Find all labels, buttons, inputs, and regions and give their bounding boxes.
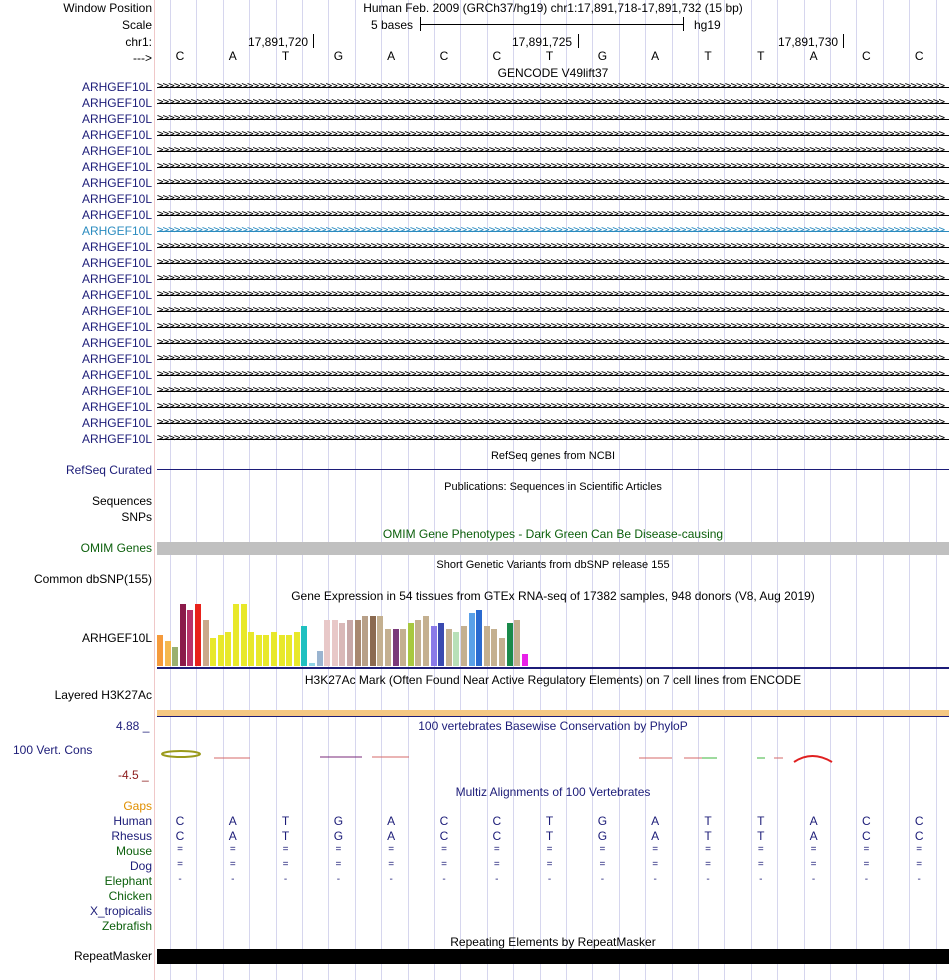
publications-title: Publications: Sequences in Scientific Articles xyxy=(444,481,662,493)
multiz-base: = xyxy=(177,859,183,870)
dbsnp-label[interactable]: Common dbSNP(155) xyxy=(33,572,152,586)
gtex-tissue-bar[interactable] xyxy=(187,610,193,666)
gtex-tissue-bar[interactable] xyxy=(377,616,383,666)
multiz-base: - xyxy=(864,874,869,885)
multiz-base: = xyxy=(546,844,553,855)
gtex-tissue-bar[interactable] xyxy=(400,629,406,666)
multiz-base: = xyxy=(282,844,289,855)
gencode-gene-label[interactable]: ARHGEF10L xyxy=(81,384,152,398)
multiz-base: = xyxy=(916,844,923,855)
gencode-transcript[interactable]: >>>>>>>>>>>>>>>>>>>>>>>>>>>>>>>>>>>>>>>>>>>>>>>>>>>>>>>>>>>>>>>>>>>>>>>>>>>>>>>>>>>>>>>>>>>>>>>>>>>>>>>>>>>>>>>>>>>>>>>>>>>>>>>>>>>>>>>>>>>> xyxy=(157,211,949,220)
base-letter: C xyxy=(439,49,449,63)
multiz-base: = xyxy=(863,859,870,870)
multiz-base: C xyxy=(914,829,924,843)
gtex-tissue-bar[interactable] xyxy=(256,635,262,666)
base-letter: A xyxy=(387,49,396,63)
gtex-tissue-bar[interactable] xyxy=(241,604,247,666)
gtex-tissue-bar[interactable] xyxy=(332,620,338,667)
multiz-base: C xyxy=(862,814,871,828)
multiz-base: A xyxy=(651,829,660,843)
multiz-base: - xyxy=(442,874,446,885)
multiz-base: T xyxy=(281,814,290,828)
tick-3-mark xyxy=(843,34,844,48)
multiz-base: A xyxy=(651,814,660,828)
gtex-tissue-bar[interactable] xyxy=(309,663,315,666)
multiz-base: - xyxy=(283,874,288,885)
multiz-base: - xyxy=(336,874,341,885)
multiz-base: = xyxy=(493,844,500,855)
multiz-base: - xyxy=(811,874,816,885)
tick-3: 17,891,730 xyxy=(778,35,839,49)
gencode-transcript[interactable]: >>>>>>>>>>>>>>>>>>>>>>>>>>>>>>>>>>>>>>>>>>>>>>>>>>>>>>>>>>>>>>>>>>>>>>>>>>>>>>>>>>>>>>>>>>>>>>>>>>>>>>>>>>>>>>>>>>>>>>>>>>>>>>>>>>>>>>>>>>>> xyxy=(157,275,949,284)
gencode-gene-label[interactable]: ARHGEF10L xyxy=(81,144,152,158)
gtex-tissue-bar[interactable] xyxy=(225,632,231,666)
multiz-base: C xyxy=(492,829,502,843)
multiz-base: = xyxy=(493,859,500,870)
gtex-tissue-bar[interactable] xyxy=(218,635,224,666)
gtex-tissue-bar[interactable] xyxy=(263,635,269,666)
multiz-base: = xyxy=(652,859,659,870)
multiz-base: = xyxy=(705,859,711,870)
multiz-species-label[interactable]: Dog xyxy=(129,859,152,873)
gtex-tissue-bar[interactable] xyxy=(499,638,505,666)
gtex-tissue-bar[interactable] xyxy=(446,629,452,666)
multiz-base: T xyxy=(704,814,712,828)
gtex-tissue-bar[interactable] xyxy=(453,632,459,666)
refseq-line[interactable] xyxy=(157,469,949,470)
multiz-base: = xyxy=(441,859,447,870)
gtex-title: Gene Expression in 54 tissues from GTEx RNA-seq of 17382 samples, 948 donors (V8, Aug 2019) xyxy=(291,589,815,603)
multiz-base: - xyxy=(178,874,182,885)
multiz-species-label[interactable]: Mouse xyxy=(115,844,152,858)
multiz-base: = xyxy=(388,859,395,870)
multiz-base: A xyxy=(387,814,396,828)
multiz-species-label[interactable]: Chicken xyxy=(108,889,152,903)
gencode-gene-label[interactable]: ARHGEF10L xyxy=(81,160,152,174)
gencode-transcript[interactable]: >>>>>>>>>>>>>>>>>>>>>>>>>>>>>>>>>>>>>>>>>>>>>>>>>>>>>>>>>>>>>>>>>>>>>>>>>>>>>>>>>>>>>>>>>>>>>>>>>>>>>>>>>>>>>>>>>>>>>>>>>>>>>>>>>>>>>>>>>>>> xyxy=(157,259,949,268)
multiz-base: A xyxy=(228,814,237,828)
gtex-tissue-bar[interactable] xyxy=(203,620,209,667)
base-letter: T xyxy=(545,49,554,63)
gencode-gene-label[interactable]: ARHGEF10L xyxy=(81,256,152,270)
gtex-tissue-bar[interactable] xyxy=(271,632,277,666)
refseq-label[interactable]: RefSeq Curated xyxy=(65,463,152,477)
multiz-base: T xyxy=(281,829,290,843)
phylop-label[interactable]: 100 Vert. Cons xyxy=(13,743,93,757)
gencode-title: GENCODE V49lift37 xyxy=(497,66,609,80)
gtex-tissue-bar[interactable] xyxy=(248,632,254,666)
gtex-tissue-bar[interactable] xyxy=(507,623,513,666)
multiz-species-label[interactable]: X_tropicalis xyxy=(89,904,152,918)
gencode-transcript[interactable]: >>>>>>>>>>>>>>>>>>>>>>>>>>>>>>>>>>>>>>>>>>>>>>>>>>>>>>>>>>>>>>>>>>>>>>>>>>>>>>>>>>>>>>>>>>>>>>>>>>>>>>>>>>>>>>>>>>>>>>>>>>>>>>>>>>>>>>>>>>>> xyxy=(157,227,949,236)
phylop-min: -4.5 _ xyxy=(118,768,149,782)
gencode-gene-label[interactable]: ARHGEF10L xyxy=(81,320,152,334)
multiz-base: T xyxy=(704,829,712,843)
base-letter: T xyxy=(281,49,290,63)
multiz-base: A xyxy=(809,814,818,828)
multiz-base: = xyxy=(757,844,764,855)
multiz-base: - xyxy=(495,874,499,885)
gencode-gene-label[interactable]: ARHGEF10L xyxy=(81,304,152,318)
gencode-transcript[interactable]: >>>>>>>>>>>>>>>>>>>>>>>>>>>>>>>>>>>>>>>>>>>>>>>>>>>>>>>>>>>>>>>>>>>>>>>>>>>>>>>>>>>>>>>>>>>>>>>>>>>>>>>>>>>>>>>>>>>>>>>>>>>>>>>>>>>>>>>>>>>> xyxy=(157,131,949,140)
multiz-base: A xyxy=(809,829,818,843)
gtex-tissue-bar[interactable] xyxy=(461,626,467,666)
omim-bar[interactable] xyxy=(157,542,949,555)
base-letter: G xyxy=(333,49,344,63)
scale-text: 5 bases xyxy=(371,18,414,32)
multiz-base: = xyxy=(546,859,553,870)
gtex-tissue-bar[interactable] xyxy=(514,620,520,667)
gtex-tissue-bar[interactable] xyxy=(324,620,330,667)
gtex-tissue-bar[interactable] xyxy=(362,616,368,666)
multiz-base: C xyxy=(862,829,871,843)
base-letter: G xyxy=(597,49,608,63)
multiz-species-label[interactable]: Human xyxy=(113,814,152,828)
multiz-species-label[interactable]: Zebrafish xyxy=(101,919,152,933)
gtex-tissue-bar[interactable] xyxy=(172,647,178,666)
gencode-gene-label[interactable]: ARHGEF10L xyxy=(81,352,152,366)
multiz-base: G xyxy=(333,829,344,843)
multiz-base: = xyxy=(810,859,817,870)
h3k27ac-label[interactable]: Layered H3K27Ac xyxy=(54,688,152,702)
repeatmasker-label[interactable]: RepeatMasker xyxy=(73,949,152,963)
gtex-tissue-bar[interactable] xyxy=(431,626,437,666)
multiz-species-label[interactable]: Elephant xyxy=(104,874,152,888)
strand-label: ---> xyxy=(133,51,152,65)
multiz-base: G xyxy=(597,829,608,843)
multiz-base: - xyxy=(653,874,657,885)
multiz-base: - xyxy=(389,874,393,885)
multiz-base: = xyxy=(863,844,870,855)
window-position-label: Window Position xyxy=(63,1,152,15)
tick-1: 17,891,720 xyxy=(248,35,309,49)
gencode-transcript[interactable]: >>>>>>>>>>>>>>>>>>>>>>>>>>>>>>>>>>>>>>>>>>>>>>>>>>>>>>>>>>>>>>>>>>>>>>>>>>>>>>>>>>>>>>>>>>>>>>>>>>>>>>>>>>>>>>>>>>>>>>>>>>>>>>>>>>>>>>>>>>>> xyxy=(157,179,949,188)
gencode-transcript[interactable]: >>>>>>>>>>>>>>>>>>>>>>>>>>>>>>>>>>>>>>>>>>>>>>>>>>>>>>>>>>>>>>>>>>>>>>>>>>>>>>>>>>>>>>>>>>>>>>>>>>>>>>>>>>>>>>>>>>>>>>>>>>>>>>>>>>>>>>>>>>>> xyxy=(157,147,949,156)
gencode-transcript[interactable]: >>>>>>>>>>>>>>>>>>>>>>>>>>>>>>>>>>>>>>>>>>>>>>>>>>>>>>>>>>>>>>>>>>>>>>>>>>>>>>>>>>>>>>>>>>>>>>>>>>>>>>>>>>>>>>>>>>>>>>>>>>>>>>>>>>>>>>>>>>>> xyxy=(157,435,949,444)
gencode-gene-label[interactable]: ARHGEF10L xyxy=(81,128,152,142)
gencode-gene-label[interactable]: ARHGEF10L xyxy=(81,192,152,206)
multiz-base: C xyxy=(492,814,502,828)
gencode-transcript[interactable]: >>>>>>>>>>>>>>>>>>>>>>>>>>>>>>>>>>>>>>>>>>>>>>>>>>>>>>>>>>>>>>>>>>>>>>>>>>>>>>>>>>>>>>>>>>>>>>>>>>>>>>>>>>>>>>>>>>>>>>>>>>>>>>>>>>>>>>>>>>>> xyxy=(157,291,949,300)
gencode-gene-label[interactable]: ARHGEF10L xyxy=(81,176,152,190)
gtex-tissue-bar[interactable] xyxy=(180,604,186,666)
gencode-transcript[interactable]: >>>>>>>>>>>>>>>>>>>>>>>>>>>>>>>>>>>>>>>>>>>>>>>>>>>>>>>>>>>>>>>>>>>>>>>>>>>>>>>>>>>>>>>>>>>>>>>>>>>>>>>>>>>>>>>>>>>>>>>>>>>>>>>>>>>>>>>>>>>> xyxy=(157,83,949,92)
base-letter: A xyxy=(228,49,237,63)
multiz-base: - xyxy=(706,874,710,885)
multiz-base: = xyxy=(282,859,289,870)
base-letter: A xyxy=(651,49,660,63)
multiz-base: = xyxy=(441,844,447,855)
omim-title: OMIM Gene Phenotypes - Dark Green Can Be Disease-causing xyxy=(382,527,724,541)
multiz-base: = xyxy=(177,844,183,855)
gencode-transcript[interactable]: >>>>>>>>>>>>>>>>>>>>>>>>>>>>>>>>>>>>>>>>>>>>>>>>>>>>>>>>>>>>>>>>>>>>>>>>>>>>>>>>>>>>>>>>>>>>>>>>>>>>>>>>>>>>>>>>>>>>>>>>>>>>>>>>>>>>>>>>>>>> xyxy=(157,387,949,396)
multiz-base: = xyxy=(229,844,236,855)
gencode-gene-label[interactable]: ARHGEF10L xyxy=(81,80,152,94)
multiz-base: = xyxy=(757,859,764,870)
omim-label[interactable]: OMIM Genes xyxy=(80,541,152,555)
multiz-title: Multiz Alignments of 100 Vertebrates xyxy=(455,785,651,799)
gencode-transcript[interactable]: >>>>>>>>>>>>>>>>>>>>>>>>>>>>>>>>>>>>>>>>>>>>>>>>>>>>>>>>>>>>>>>>>>>>>>>>>>>>>>>>>>>>>>>>>>>>>>>>>>>>>>>>>>>>>>>>>>>>>>>>>>>>>>>>>>>>>>>>>>>> xyxy=(157,243,949,252)
gencode-gene-label[interactable]: ARHGEF10L xyxy=(81,368,152,382)
multiz-base: = xyxy=(916,859,923,870)
multiz-base: - xyxy=(547,874,552,885)
multiz-base: - xyxy=(759,874,763,885)
gtex-tissue-bar[interactable] xyxy=(408,623,414,666)
base-letter: T xyxy=(757,49,765,63)
refseq-title: RefSeq genes from NCBI xyxy=(490,450,616,462)
gencode-transcript[interactable]: >>>>>>>>>>>>>>>>>>>>>>>>>>>>>>>>>>>>>>>>>>>>>>>>>>>>>>>>>>>>>>>>>>>>>>>>>>>>>>>>>>>>>>>>>>>>>>>>>>>>>>>>>>>>>>>>>>>>>>>>>>>>>>>>>>>>>>>>>>>> xyxy=(157,355,949,364)
gencode-gene-label[interactable]: ARHGEF10L xyxy=(81,416,152,430)
gtex-tissue-bar[interactable] xyxy=(317,651,323,667)
gtex-tissue-bar[interactable] xyxy=(339,623,345,666)
gtex-tissue-bar[interactable] xyxy=(491,629,497,666)
gencode-gene-label[interactable]: ARHGEF10L xyxy=(81,272,152,286)
gencode-gene-label[interactable]: ARHGEF10L xyxy=(81,288,152,302)
multiz-base: = xyxy=(229,859,236,870)
gtex-tissue-bar[interactable] xyxy=(370,616,376,666)
repeatmasker-title: Repeating Elements by RepeatMasker xyxy=(450,935,656,949)
multiz-base: = xyxy=(335,859,342,870)
scale-bar xyxy=(420,17,684,31)
gencode-gene-label[interactable]: ARHGEF10L xyxy=(81,432,152,446)
tick-2-mark xyxy=(578,34,579,48)
multiz-gaps-label[interactable]: Gaps xyxy=(123,799,152,813)
multiz-base: T xyxy=(545,814,554,828)
gencode-gene-label[interactable]: ARHGEF10L xyxy=(81,336,152,350)
gtex-tissue-bar[interactable] xyxy=(286,635,292,666)
tick-1-mark xyxy=(313,34,314,48)
gtex-tissue-bar[interactable] xyxy=(469,613,475,666)
multiz-base: C xyxy=(439,814,449,828)
gtex-tissue-bar[interactable] xyxy=(165,641,171,666)
multiz-base: T xyxy=(757,814,765,828)
window-position-value: Human Feb. 2009 (GRCh37/hg19) chr1:17,891,718-17,891,732 (15 bp) xyxy=(363,1,743,15)
multiz-base: = xyxy=(652,844,659,855)
publications-snps-label[interactable]: SNPs xyxy=(121,510,152,524)
repeatmasker-bar[interactable] xyxy=(157,949,949,964)
base-letter: C xyxy=(914,49,924,63)
gtex-tissue-bar[interactable] xyxy=(484,626,490,666)
gtex-label[interactable]: ARHGEF10L xyxy=(81,631,152,645)
gencode-gene-label[interactable]: ARHGEF10L xyxy=(81,224,152,238)
multiz-base: T xyxy=(757,829,765,843)
multiz-base: A xyxy=(387,829,396,843)
gencode-gene-label[interactable]: ARHGEF10L xyxy=(81,400,152,414)
multiz-base: G xyxy=(597,814,608,828)
multiz-base: = xyxy=(388,844,395,855)
gtex-tissue-bar[interactable] xyxy=(347,620,353,667)
multiz-base: = xyxy=(810,844,817,855)
gtex-tissue-bar[interactable] xyxy=(157,635,163,666)
chrom-label: chr1: xyxy=(125,35,152,49)
gtex-baseline xyxy=(157,667,949,669)
gtex-tissue-bar[interactable] xyxy=(393,629,399,666)
multiz-base: C xyxy=(914,814,924,828)
gtex-tissue-bar[interactable] xyxy=(385,629,391,666)
scale-label: Scale xyxy=(121,18,152,32)
gtex-tissue-bar[interactable] xyxy=(423,616,429,666)
multiz-base: - xyxy=(917,874,921,885)
gencode-transcript[interactable]: >>>>>>>>>>>>>>>>>>>>>>>>>>>>>>>>>>>>>>>>>>>>>>>>>>>>>>>>>>>>>>>>>>>>>>>>>>>>>>>>>>>>>>>>>>>>>>>>>>>>>>>>>>>>>>>>>>>>>>>>>>>>>>>>>>>>>>>>>>>> xyxy=(157,163,949,172)
base-letter: C xyxy=(175,49,185,63)
gencode-gene-label[interactable]: ARHGEF10L xyxy=(81,112,152,126)
gtex-tissue-bar[interactable] xyxy=(294,632,300,666)
multiz-base: C xyxy=(175,814,185,828)
scale-assembly: hg19 xyxy=(694,18,721,32)
gtex-tissue-bar[interactable] xyxy=(522,654,528,666)
gtex-tissue-bar[interactable] xyxy=(233,604,239,666)
tick-2: 17,891,725 xyxy=(512,35,573,49)
dbsnp-title: Short Genetic Variants from dbSNP release 155 xyxy=(436,559,670,571)
gencode-transcript[interactable]: >>>>>>>>>>>>>>>>>>>>>>>>>>>>>>>>>>>>>>>>>>>>>>>>>>>>>>>>>>>>>>>>>>>>>>>>>>>>>>>>>>>>>>>>>>>>>>>>>>>>>>>>>>>>>>>>>>>>>>>>>>>>>>>>>>>>>>>>>>>> xyxy=(157,323,949,332)
gencode-transcript[interactable]: >>>>>>>>>>>>>>>>>>>>>>>>>>>>>>>>>>>>>>>>>>>>>>>>>>>>>>>>>>>>>>>>>>>>>>>>>>>>>>>>>>>>>>>>>>>>>>>>>>>>>>>>>>>>>>>>>>>>>>>>>>>>>>>>>>>>>>>>>>>> xyxy=(157,403,949,412)
multiz-base: G xyxy=(333,814,344,828)
multiz-species-label[interactable]: Rhesus xyxy=(111,829,152,843)
gencode-gene-label[interactable]: ARHGEF10L xyxy=(81,240,152,254)
gtex-tissue-bar[interactable] xyxy=(438,623,444,666)
multiz-base: - xyxy=(231,874,235,885)
gencode-transcript[interactable]: >>>>>>>>>>>>>>>>>>>>>>>>>>>>>>>>>>>>>>>>>>>>>>>>>>>>>>>>>>>>>>>>>>>>>>>>>>>>>>>>>>>>>>>>>>>>>>>>>>>>>>>>>>>>>>>>>>>>>>>>>>>>>>>>>>>>>>>>>>>> xyxy=(157,419,949,428)
multiz-base: - xyxy=(600,874,605,885)
multiz-base: A xyxy=(228,829,237,843)
gtex-tissue-bar[interactable] xyxy=(355,620,361,667)
gencode-transcript[interactable]: >>>>>>>>>>>>>>>>>>>>>>>>>>>>>>>>>>>>>>>>>>>>>>>>>>>>>>>>>>>>>>>>>>>>>>>>>>>>>>>>>>>>>>>>>>>>>>>>>>>>>>>>>>>>>>>>>>>>>>>>>>>>>>>>>>>>>>>>>>>> xyxy=(157,99,949,108)
multiz-base: C xyxy=(439,829,449,843)
base-letter: C xyxy=(492,49,502,63)
base-letter: A xyxy=(809,49,818,63)
h3k27ac-baseline xyxy=(157,716,949,717)
publications-sequences-label[interactable]: Sequences xyxy=(91,494,152,508)
h3k27ac-title: H3K27Ac Mark (Often Found Near Active Regulatory Elements) on 7 cell lines from ENCODE xyxy=(304,673,802,687)
gencode-gene-label[interactable]: ARHGEF10L xyxy=(81,96,152,110)
multiz-base: = xyxy=(705,844,711,855)
gtex-tissue-bar[interactable] xyxy=(415,620,421,667)
multiz-base: C xyxy=(175,829,185,843)
gtex-tissue-bar[interactable] xyxy=(301,626,307,666)
gencode-transcript[interactable]: >>>>>>>>>>>>>>>>>>>>>>>>>>>>>>>>>>>>>>>>>>>>>>>>>>>>>>>>>>>>>>>>>>>>>>>>>>>>>>>>>>>>>>>>>>>>>>>>>>>>>>>>>>>>>>>>>>>>>>>>>>>>>>>>>>>>>>>>>>>> xyxy=(157,339,949,348)
gtex-tissue-bar[interactable] xyxy=(279,635,285,666)
phylop-title: 100 vertebrates Basewise Conservation by PhyloP xyxy=(418,719,688,733)
base-letter: C xyxy=(862,49,871,63)
multiz-base: = xyxy=(335,844,342,855)
phylop-plot[interactable] xyxy=(157,745,949,770)
gencode-gene-label[interactable]: ARHGEF10L xyxy=(81,208,152,222)
multiz-base: T xyxy=(545,829,554,843)
gencode-transcript[interactable]: >>>>>>>>>>>>>>>>>>>>>>>>>>>>>>>>>>>>>>>>>>>>>>>>>>>>>>>>>>>>>>>>>>>>>>>>>>>>>>>>>>>>>>>>>>>>>>>>>>>>>>>>>>>>>>>>>>>>>>>>>>>>>>>>>>>>>>>>>>>> xyxy=(157,371,949,380)
gtex-tissue-bar[interactable] xyxy=(210,638,216,666)
gencode-transcript[interactable]: >>>>>>>>>>>>>>>>>>>>>>>>>>>>>>>>>>>>>>>>>>>>>>>>>>>>>>>>>>>>>>>>>>>>>>>>>>>>>>>>>>>>>>>>>>>>>>>>>>>>>>>>>>>>>>>>>>>>>>>>>>>>>>>>>>>>>>>>>>>> xyxy=(157,195,949,204)
base-letter: T xyxy=(704,49,712,63)
gencode-transcript[interactable]: >>>>>>>>>>>>>>>>>>>>>>>>>>>>>>>>>>>>>>>>>>>>>>>>>>>>>>>>>>>>>>>>>>>>>>>>>>>>>>>>>>>>>>>>>>>>>>>>>>>>>>>>>>>>>>>>>>>>>>>>>>>>>>>>>>>>>>>>>>>> xyxy=(157,307,949,316)
gtex-tissue-bar[interactable] xyxy=(195,604,201,666)
multiz-base: = xyxy=(599,844,606,855)
gtex-tissue-bar[interactable] xyxy=(476,610,482,666)
label-separator xyxy=(154,0,155,980)
gencode-transcript[interactable]: >>>>>>>>>>>>>>>>>>>>>>>>>>>>>>>>>>>>>>>>>>>>>>>>>>>>>>>>>>>>>>>>>>>>>>>>>>>>>>>>>>>>>>>>>>>>>>>>>>>>>>>>>>>>>>>>>>>>>>>>>>>>>>>>>>>>>>>>>>>> xyxy=(157,115,949,124)
multiz-base: = xyxy=(599,859,606,870)
phylop-max: 4.88 _ xyxy=(116,719,150,733)
